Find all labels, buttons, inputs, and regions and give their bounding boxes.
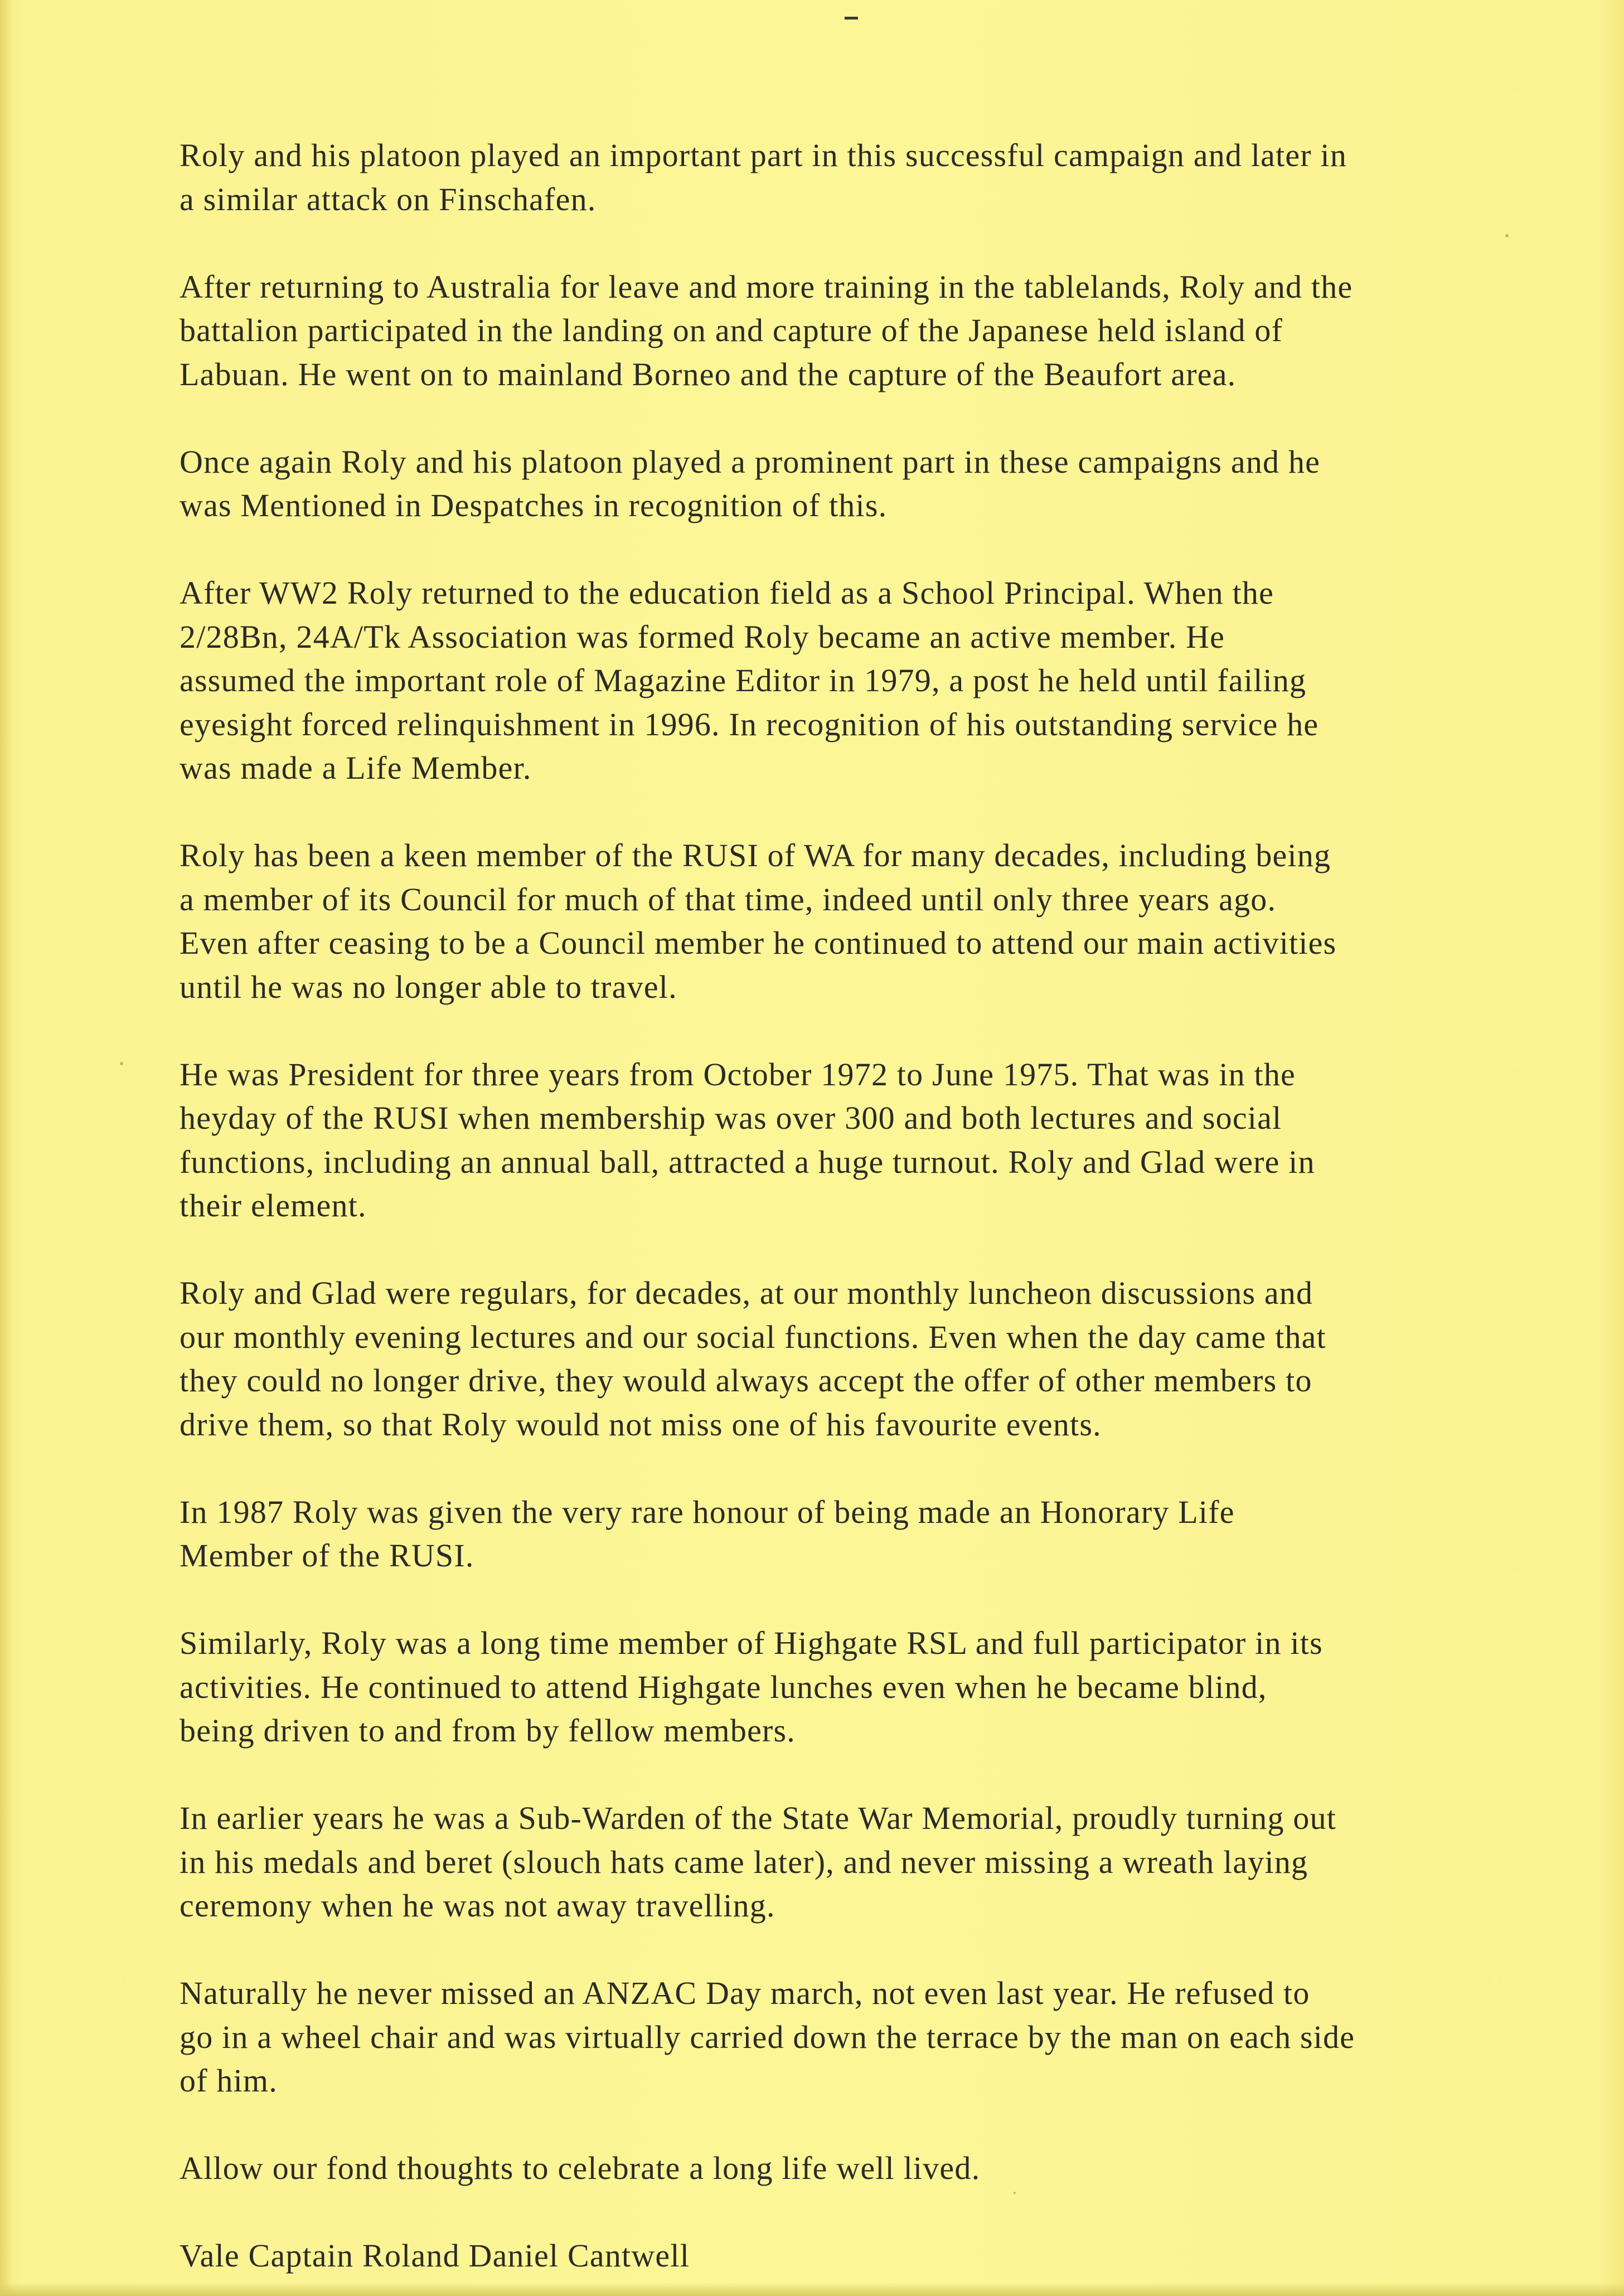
page-bottom-edge-shadow xyxy=(0,2283,1624,2296)
text-line: go in a wheel chair and was virtually carried down the terrace by the man on each side xyxy=(180,2018,1355,2055)
text-line: assumed the important role of Magazine Editor in 1979, a post he held until failing xyxy=(180,662,1307,698)
paragraph xyxy=(180,265,1562,397)
text-line: ceremony when he was not away travelling. xyxy=(180,1887,775,1924)
text-line: their element. xyxy=(180,1187,367,1224)
paragraph xyxy=(180,571,1562,790)
text-line: After returning to Australia for leave and more training in the tablelands, Roly and the xyxy=(180,268,1353,305)
text-line: Roly and Glad were regulars, for decades, at our monthly luncheon discussions and xyxy=(180,1275,1313,1311)
closing-line xyxy=(180,2234,1562,2278)
paragraph xyxy=(180,1972,1562,2103)
text-line: eyesight forced relinquishment in 1996. In recognition of his outstanding service he xyxy=(180,706,1319,742)
text-line: drive them, so that Roly would not miss one of his favourite events. xyxy=(180,1406,1102,1443)
paragraph xyxy=(180,440,1562,528)
text-line: in his medals and beret (slouch hats came later), and never missing a wreath laying xyxy=(180,1843,1308,1880)
paper-speck xyxy=(120,1062,123,1065)
text-line: a similar attack on Finschafen. xyxy=(180,181,597,217)
text-line: Labuan. He went on to mainland Borneo and the capture of the Beaufort area. xyxy=(180,356,1237,392)
scan-mark xyxy=(845,17,858,20)
text-line: Roly has been a keen member of the RUSI of WA for many decades, including being xyxy=(180,837,1331,873)
page-left-edge-shadow xyxy=(0,0,12,2296)
paragraph xyxy=(180,1491,1562,1578)
text-line: battalion participated in the landing on and capture of the Japanese held island of xyxy=(180,312,1283,348)
text-line: Similarly, Roly was a long time member of Highgate RSL and full participator in its xyxy=(180,1625,1323,1661)
paragraph xyxy=(180,2147,1562,2191)
paragraph xyxy=(180,1797,1562,1928)
text-line: Roly and his platoon played an important part in this successful campaign and later in xyxy=(180,137,1347,173)
text-line: Even after ceasing to be a Council member he continued to attend our main activities xyxy=(180,925,1337,961)
text-line: After WW2 Roly returned to the education field as a School Principal. When the xyxy=(180,575,1274,611)
text-line: a member of its Council for much of that time, indeed until only three years ago. xyxy=(180,881,1277,918)
text-line: being driven to and from by fellow members. xyxy=(180,1712,796,1749)
text-line: activities. He continued to attend Highgate lunches even when he became blind, xyxy=(180,1668,1267,1705)
paragraph xyxy=(180,834,1562,1009)
text-line: functions, including an annual ball, attracted a huge turnout. Roly and Glad were in xyxy=(180,1143,1315,1180)
paragraph xyxy=(180,1271,1562,1446)
text-line: Naturally he never missed an ANZAC Day march, not even last year. He refused to xyxy=(180,1975,1310,2011)
text-line: In 1987 Roly was given the very rare honour of being made an Honorary Life xyxy=(180,1493,1235,1530)
text-line: Member of the RUSI. xyxy=(180,1537,474,1574)
text-line: was made a Life Member. xyxy=(180,750,532,786)
paragraph xyxy=(180,1622,1562,1753)
text-line: they could no longer drive, they would always accept the offer of other members to xyxy=(180,1362,1312,1399)
text-line: 2/28Bn, 24A/Tk Association was formed Roly became an active member. He xyxy=(180,618,1225,655)
text-line: Allow our fond thoughts to celebrate a long life well lived. xyxy=(180,2150,981,2186)
document-body xyxy=(180,134,1562,2278)
text-line: of him. xyxy=(180,2062,278,2099)
text-line: Once again Roly and his platoon played a prominent part in these campaigns and he xyxy=(180,443,1321,480)
text-line: heyday of the RUSI when membership was over 300 and both lectures and social xyxy=(180,1100,1282,1136)
text-line: our monthly evening lectures and our social functions. Even when the day came that xyxy=(180,1318,1326,1355)
text-line: until he was no longer able to travel. xyxy=(180,968,677,1005)
text-line: In earlier years he was a Sub-Warden of the State War Memorial, proudly turning out xyxy=(180,1800,1337,1836)
paragraph xyxy=(180,1053,1562,1228)
text-line: was Mentioned in Despatches in recognition of this. xyxy=(180,487,888,523)
closing-text: Vale Captain Roland Daniel Cantwell xyxy=(180,2237,690,2274)
paragraph xyxy=(180,134,1562,221)
text-line: He was President for three years from October 1972 to June 1975. That was in the xyxy=(180,1056,1296,1093)
